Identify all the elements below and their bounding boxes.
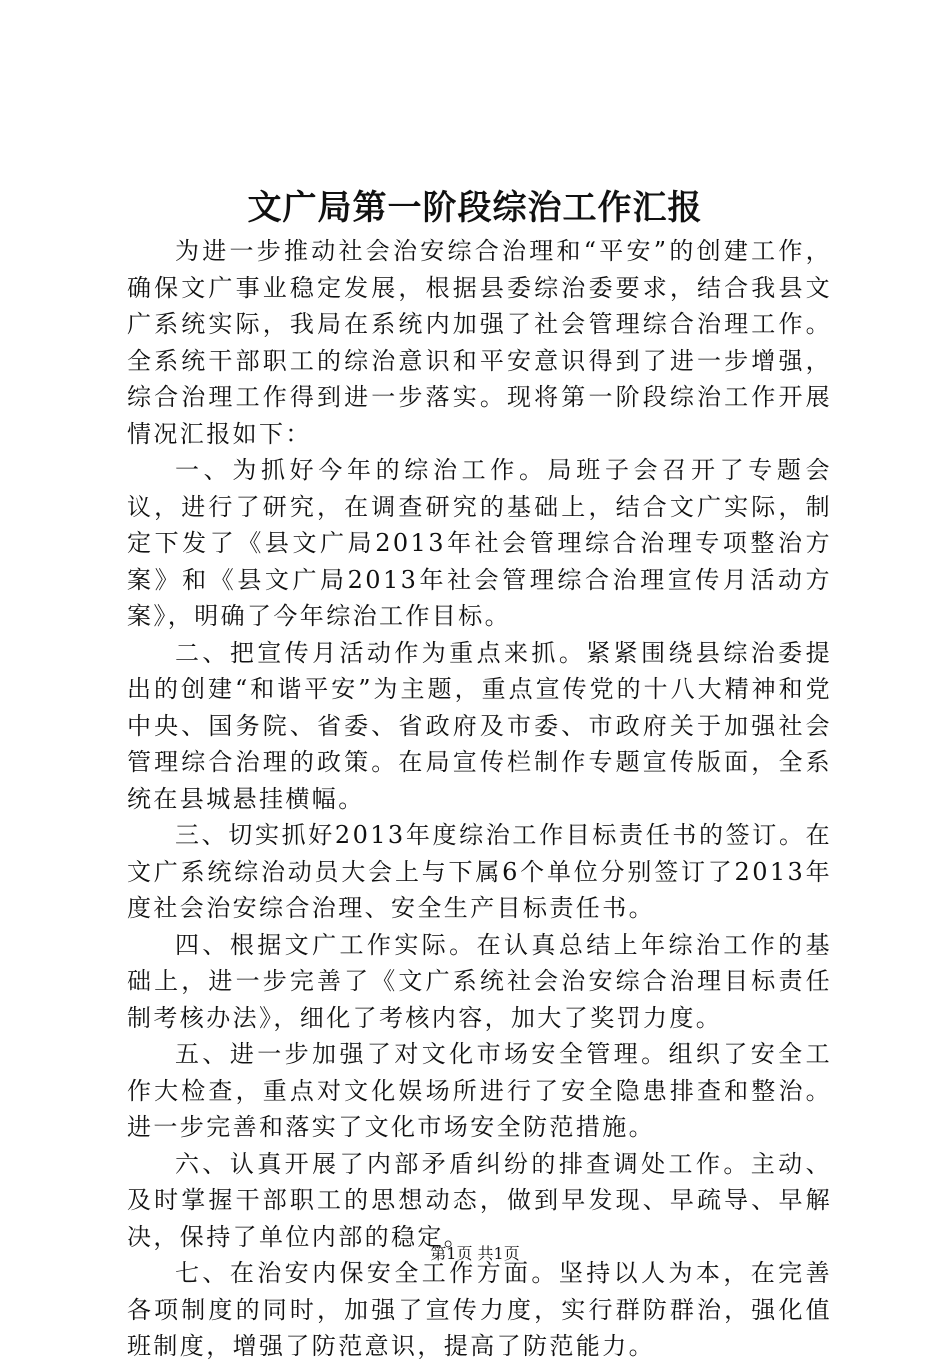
paragraph-item-7: 七、在治安内保安全工作方面。坚持以人为本，在完善各项制度的同时，加强了宣传力度，实行群防群治，强化值班制度，增强了防范意识，提高了防范能力。	[127, 1259, 832, 1360]
paragraph-item-1: 一、为抓好今年的综治工作。局班子会召开了专题会议，进行了研究，在调查研究的基础上，结合文广实际，制定下发了《县文广局2013年社会管理综合治理专项整治方案》和《县文广局2013年社会管理综合治理宣传月活动方案》，明确了今年综治工作目标。	[127, 456, 832, 630]
paragraph-item-5: 五、进一步加强了对文化市场安全管理。组织了安全工作大检查，重点对文化娱场所进行了安全隐患排查和整治。进一步完善和落实了文化市场安全防范措施。	[127, 1040, 832, 1141]
paragraph-item-4: 四、根据文广工作实际。在认真总结上年综治工作的基础上，进一步完善了《文广系统社会治安综合治理目标责任制考核办法》，细化了考核内容，加大了奖罚力度。	[127, 930, 832, 1032]
paragraph-intro: 为进一步推动社会治安综合治理和“平安”的创建工作，确保文广事业稳定发展，根据县委综治委要求，结合我县文广系统实际，我局在系统内加强了社会管理综合治理工作。全系统干部职工的综治意识和平安意识得到了进一步增强，综合治理工作得到进一步落实。现将第一阶段综治工作开展情况汇报如下：	[127, 237, 832, 448]
paragraph-item-3: 三、切实抓好2013年度综治工作目标责任书的签订。在文广系统综治动员大会上与下属6个单位分别签订了2013年度社会治安综合治理、安全生产目标责任书。	[127, 821, 832, 922]
paragraph-item-2: 二、把宣传月活动作为重点来抓。紧紧围绕县综治委提出的创建“和谐平安”为主题，重点宣传党的十八大精神和党中央、国务院、省委、省政府及市委、市政府关于加强社会管理综合治理的政策。在局宣传栏制作专题宣传版面，全系统在县城悬挂横幅。	[127, 638, 832, 813]
document-body	[127, 233, 832, 1365]
paragraph-item-6: 六、认真开展了内部矛盾纠纷的排查调处工作。主动、及时掌握干部职工的思想动态，做到早发现、早疏导、早解决，保持了单位内部的稳定。	[127, 1149, 832, 1251]
page-footer: 第1页 共1页	[430, 1244, 520, 1263]
document-title: 文广局第一阶段综治工作汇报	[247, 188, 703, 228]
